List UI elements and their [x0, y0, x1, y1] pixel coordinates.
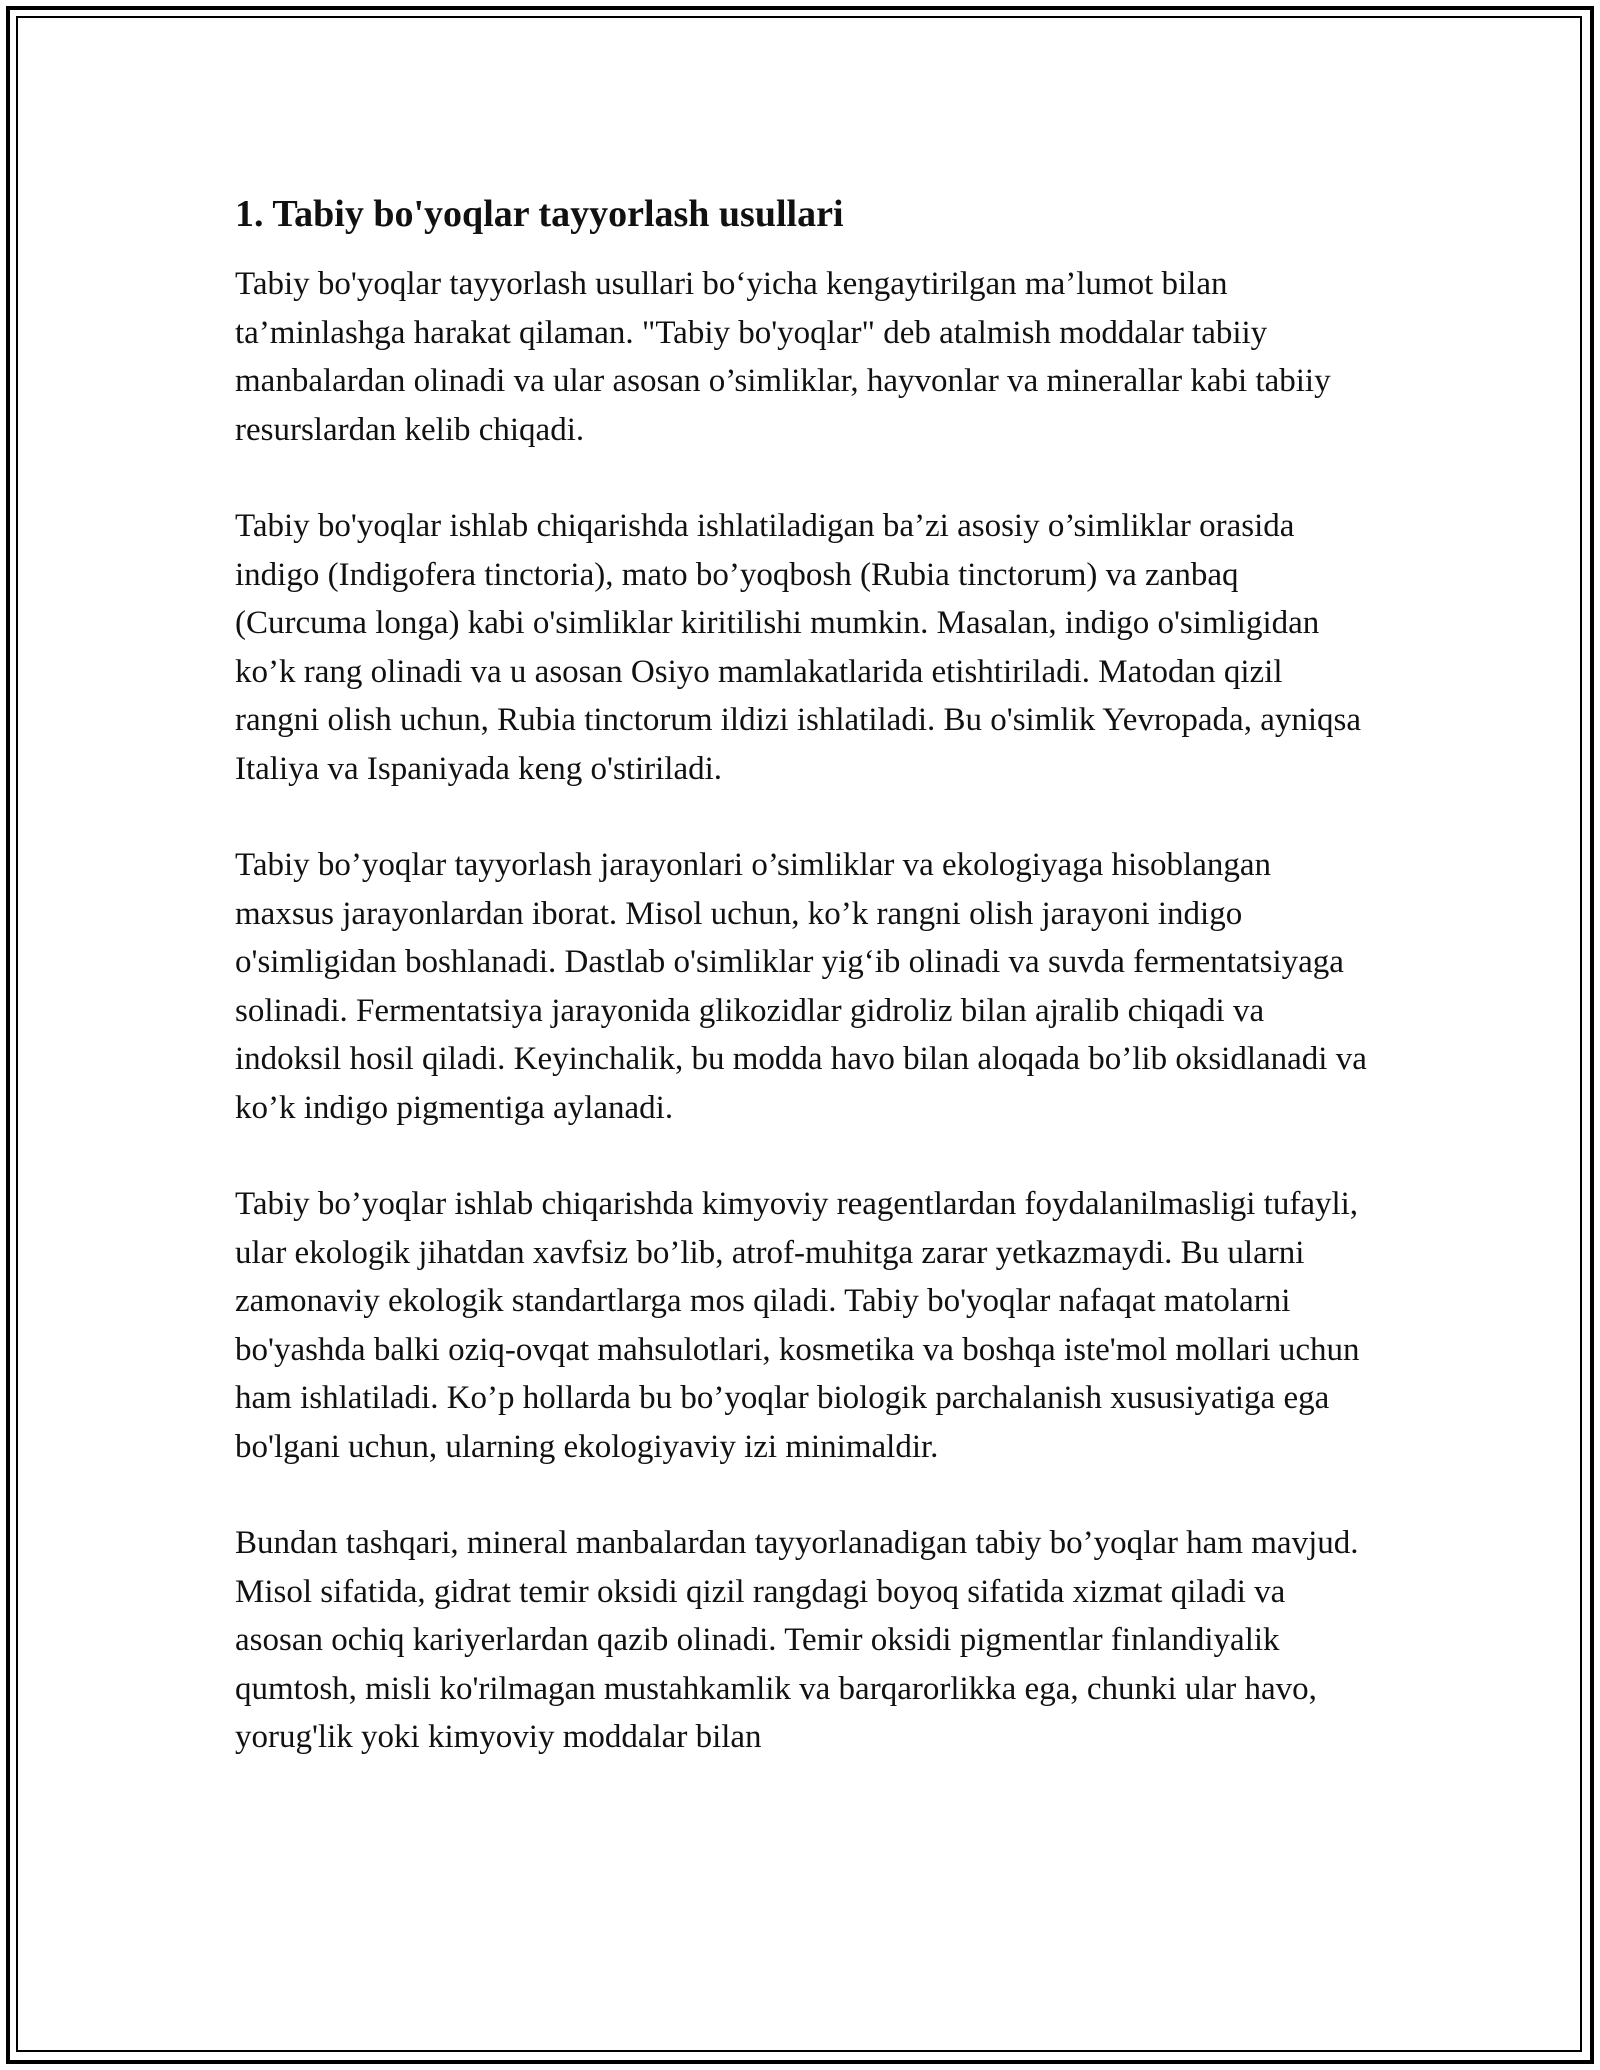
document-body	[235, 190, 1370, 1810]
section-heading: 1. Tabiy bo'yoqlar tayyorlash usullari	[235, 193, 844, 235]
paragraph-2: Tabiy bo'yoqlar ishlab chiqarishda ishlatiladigan ba’zi asosiy o’simliklar orasida indigo (Indigofera tinctoria), mato bo’yoqbosh (Rubia tinctorum) va zanbaq (Curcuma longa) kabi o'simliklar kiritilishi mumkin. Masalan, indigo o'simligidan ko’k rang olinadi va u asosan Osiyo mamlakatlarida etishtiriladi. Matodan qizil rangni olish uchun, Rubia tinctorum ildizi ishlatiladi. Bu o'simlik Yevropada, ayniqsa Italiya va Ispaniyada keng o'stiriladi.	[235, 508, 1361, 787]
paragraph-4: Tabiy bo’yoqlar ishlab chiqarishda kimyoviy reagentlardan foydalanilmasligi tufayli, ular ekologik jihatdan xavfsiz bo’lib, atrof-muhitga zarar yetkazmaydi. Bu ularni zamonaviy ekologik standartlarga mos qiladi. Tabiy bo'yoqlar nafaqat matolarni bo'yashda balki oziq-ovqat mahsulotlari, kosmetika va boshqa iste'mol mollari uchun ham ishlatiladi. Ko’p hollarda bu bo’yoqlar biologik parchalanish xususiyatiga ega bo'lgani uchun, ularning ekologiyaviy izi minimaldir.	[235, 1186, 1360, 1465]
paragraph-5: Bundan tashqari, mineral manbalardan tayyorlanadigan tabiy bo’yoqlar ham mavjud. Misol sifatida, gidrat temir oksidi qizil rangdagi boyoq sifatida xizmat qiladi va asosan ochiq kariyerlardan qazib olinadi. Temir oksidi pigmentlar finlandiyalik qumtosh, misli ko'rilmagan mustahkamlik va barqarorlikka ega, chunki ular havo, yorug'lik yoki kimyoviy moddalar bilan	[235, 1525, 1359, 1755]
paragraph-1: Tabiy bo'yoqlar tayyorlash usullari bo‘yicha kengaytirilgan ma’lumot bilan ta’minlashga harakat qilaman. "Tabiy bo'yoqlar" deb atalmish moddalar tabiiy manbalardan olinadi va ular asosan o’simliklar, hayvonlar va minerallar kabi tabiiy resurslardan kelib chiqadi.	[235, 266, 1331, 448]
paragraph-3: Tabiy bo’yoqlar tayyorlash jarayonlari o’simliklar va ekologiyaga hisoblangan maxsus jarayonlardan iborat. Misol uchun, ko’k rangni olish jarayoni indigo o'simligidan boshlanadi. Dastlab o'simliklar yig‘ib olinadi va suvda fermentatsiyaga solinadi. Fermentatsiya jarayonida glikozidlar gidroliz bilan ajralib chiqadi va indoksil hosil qiladi. Keyinchalik, bu modda havo bilan aloqada bo’lib oksidlanadi va ko’k indigo pigmentiga aylanadi.	[235, 847, 1367, 1126]
